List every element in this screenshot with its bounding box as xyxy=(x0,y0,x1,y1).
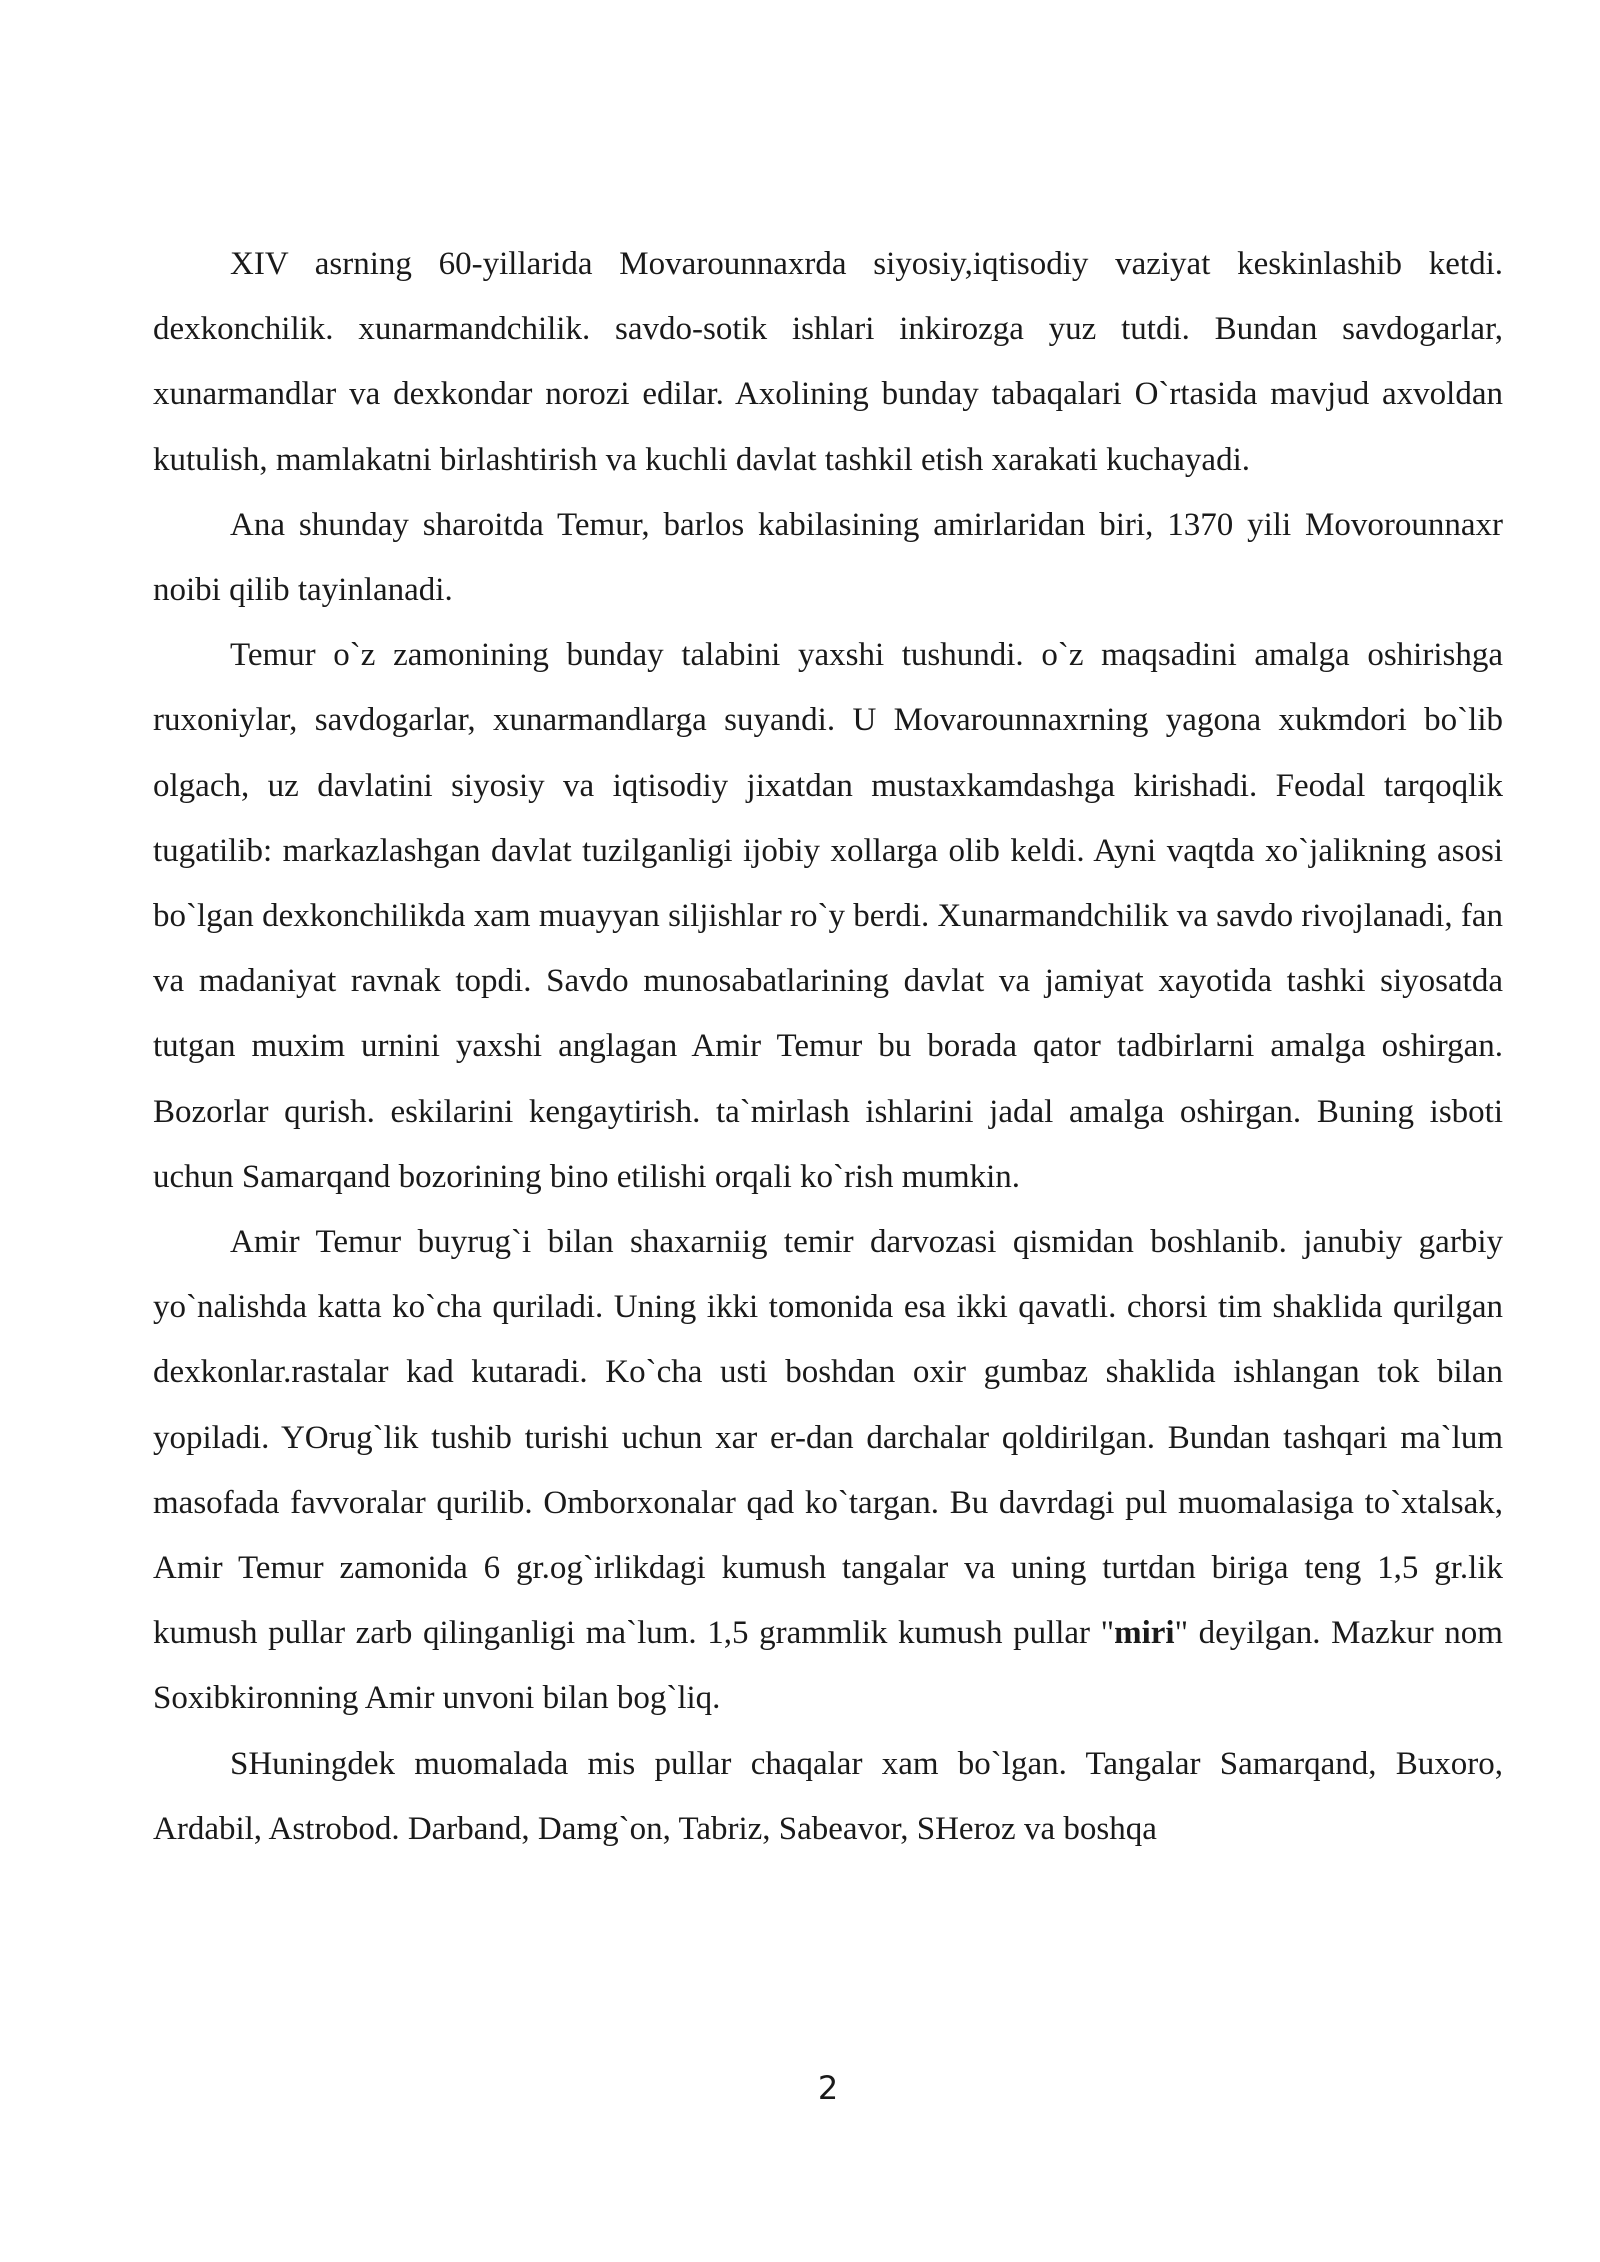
paragraph-1: XIV asrning 60-yillarida Movarounnaxrda siyosiy,iqtisodiy vaziyat keskinlashib ketdi. dexkonchilik. xunarmandchilik. savdo-sotik ishlari inkirozga yuz tutdi. Bundan savdogarlar, xunarmandlar va dexkondar norozi edilar. Axolining bunday tabaqalari O`rtasida mavjud axvoldan kutulish, mamlakatni birlashtirish va kuchli davlat tashkil etish xarakati kuchayadi. xyxy=(153,246,1503,478)
paragraph-4-text-after: " deyilgan. Mazkur nom Soxibkironning Amir unvoni bilan bog`liq. xyxy=(153,1615,1503,1717)
paragraph-4-bold-word: miri xyxy=(1114,1615,1175,1652)
paragraph-4 xyxy=(153,1210,1503,1732)
page-number: 2 xyxy=(817,2069,839,2107)
paragraph-5: SHuningdek muomalada mis pullar chaqalar xam bo`lgan. Tangalar Samarqand, Buxoro, Ardabil, Astrobod. Darband, Damg`on, Tabriz, Sabeavor, SHeroz va boshqa xyxy=(153,1745,1503,1847)
paragraph-3: Temur o`z zamonining bunday talabini yaxshi tushundi. o`z maqsadini amalga oshirishga ruxoniylar, savdogarlar, xunarmandlarga suyandi. U Movarounnaxrning yagona xukmdori bo`lib olgach, uz davlatini siyosiy va iqtisodiy jixatdan mustaxkamdashga kirishadi. Feodal tarqoqlik tugatilib: markazlashgan davlat tuzilganligi ijobiy xollarga olib keldi. Ayni vaqtda xo`jalikning asosi bo`lgan dexkonchilikda xam muayyan siljishlar ro`y berdi. Xunarmandchilik va savdo rivojlanadi, fan va madaniyat ravnak topdi. Savdo munosabatlarining davlat va jamiyat xayotida tashki siyosatda tutgan muxim urnini yaxshi anglagan Amir Temur bu borada qator tadbirlarni amalga oshirgan. Bozorlar qurish. eskilarini kengaytirish. ta`mirlash ishlarini jadal amalga oshirgan. Buning isboti uchun Samarqand bozorining bino etilishi orqali ko`rish mumkin. xyxy=(153,637,1503,1195)
paragraph-2: Ana shunday sharoitda Temur, barlos kabilasining amirlaridan biri, 1370 yili Movorounnaxr noibi qilib tayinlanadi. xyxy=(153,506,1503,609)
paragraph-4-text-before: Amir Temur buyrug`i bilan shaxarniig temir darvozasi qismidan boshlanib. janubiy garbiy yo`nalishda katta ko`cha quriladi. Uning ikki tomonida esa ikki qavatli. chorsi tim shaklida qurilgan dexkonlar.rastalar kad kutaradi. Ko`cha usti boshdan oxir gumbaz shaklida ishlangan tok bilan yopiladi. YOrug`lik tushib turishi uchun xar er-dan darchalar qoldirilgan. Bundan tashqari ma`lum masofada favvoralar qurilib. Omborxonalar qad ko`targan. Bu davrdagi pul muomalasiga to`xtalsak, Amir Temur zamonida 6 gr.og`irlikdagi kumush tangalar va uning turtdan biriga teng 1,5 gr.lik kumush pullar zarb qilinganligi ma`lum. 1,5 grammlik kumush pullar " xyxy=(153,1224,1503,1652)
body-text xyxy=(153,232,1503,1862)
